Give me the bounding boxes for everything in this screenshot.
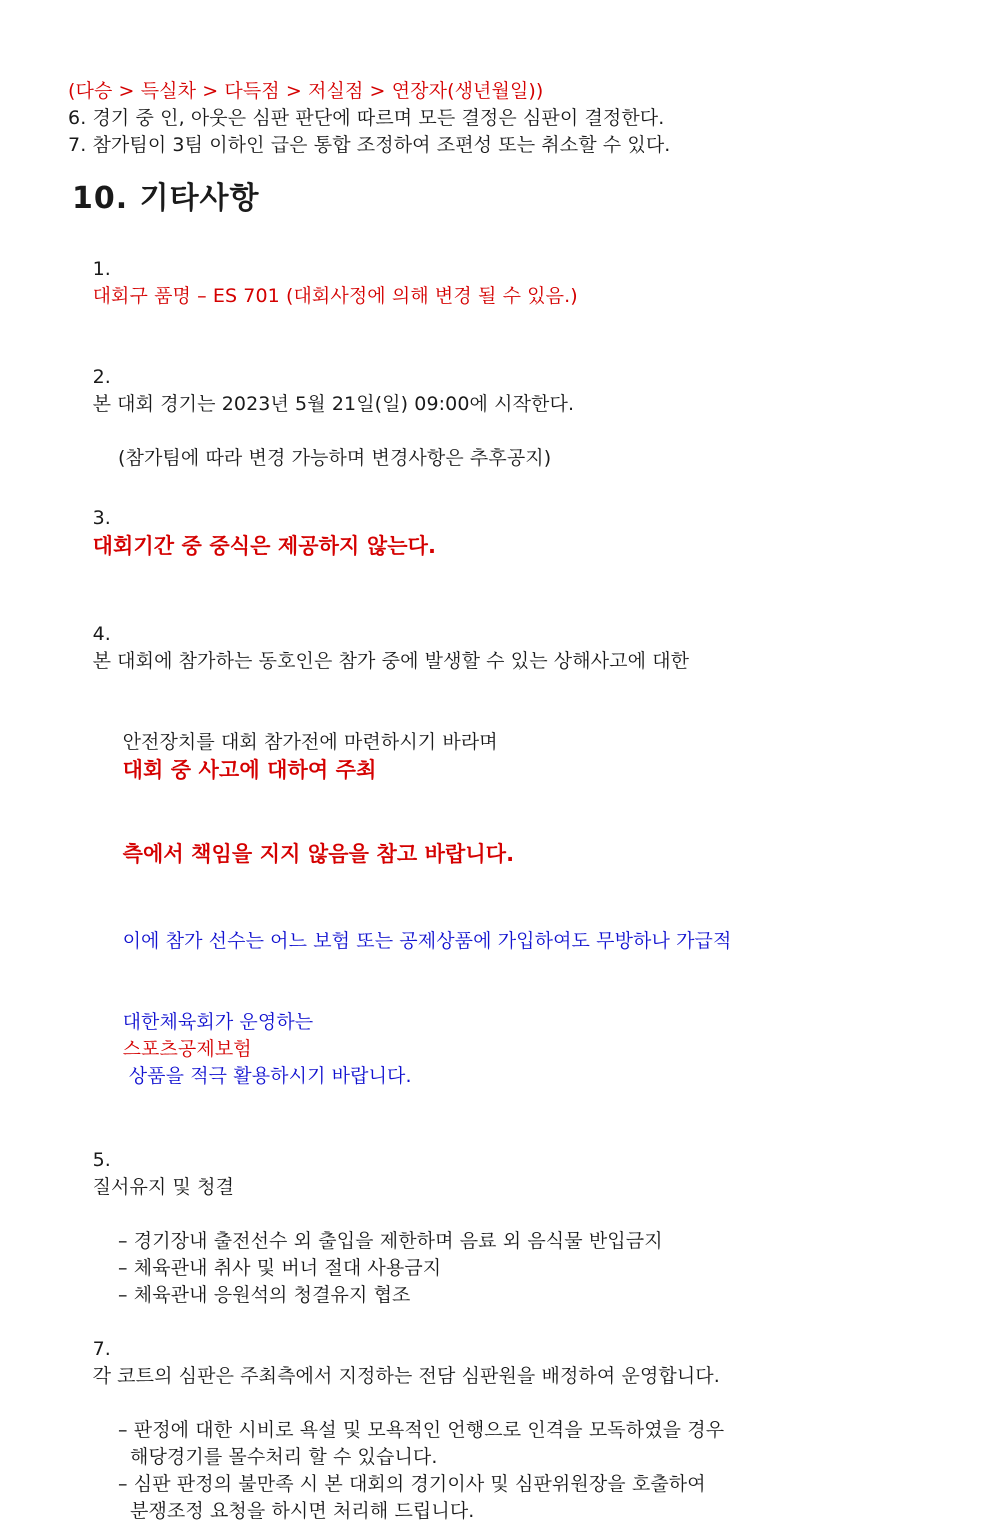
other-item-5 [68, 1120, 930, 1228]
other-item-4-cont-2a: 측에서 책임을 지지 않음을 참고 바랍니다. [122, 841, 515, 866]
rule-item-6: 6. 경기 중 인, 아웃은 심판 판단에 따르며 모든 결정은 심판이 결정한다. [68, 106, 665, 129]
other-item-4-cont-4b: 스포츠공제보험 [122, 1037, 252, 1060]
other-item-4-cont-1a: 안전장치를 대회 참가전에 마련하시기 바라며 [122, 731, 504, 754]
other-item-4 [68, 594, 930, 702]
other-item-2 [68, 337, 930, 445]
other-item-3-text: 대회기간 중 중식은 제공하지 않는다. [92, 533, 437, 558]
other-item-1-number: 1. [92, 257, 111, 280]
other-item-5-text: 질서유지 및 청결 [92, 1176, 235, 1199]
other-item-7-text: 각 코트의 심판은 주최측에서 지정하는 전담 심판원을 배정하여 운영합니다. [92, 1365, 720, 1388]
other-item-5-bullet-2: – 체육관내 취사 및 버너 절대 사용금지 [118, 1257, 442, 1280]
other-item-7-bullet-2: – 심판 판정의 불만족 시 본 대회의 경기이사 및 심판위원장을 호출하여 [118, 1473, 706, 1496]
section-heading-10: 10. 기타사항 [72, 180, 260, 216]
other-item-4-cont-3 [68, 901, 930, 982]
other-item-7-number: 7. [92, 1338, 111, 1361]
other-item-2-number: 2. [92, 365, 111, 388]
other-item-4-cont-1b: 대회 중 사고에 대하여 주최 [122, 758, 377, 783]
other-item-4-cont-4c: 상품을 적극 활용하시기 바랍니다. [122, 1064, 412, 1087]
rule-item-7: 7. 참가팀이 3팀 이하인 급은 통합 조정하여 조편성 또는 취소할 수 있다. [68, 133, 671, 156]
other-item-4-number: 4. [92, 623, 111, 646]
other-item-5-number: 5. [92, 1149, 111, 1172]
other-item-4-cont-4 [68, 982, 930, 1117]
other-item-5-bullet-3: – 체육관내 응원석의 청결유지 협조 [118, 1284, 411, 1307]
other-item-4-cont-1 [68, 702, 930, 813]
other-item-3 [68, 478, 930, 589]
other-item-1-text: 대회구 품명 – ES 701 (대회사정에 의해 변경 될 수 있음.) [92, 284, 578, 307]
other-item-5-bullet-1: – 경기장내 출전선수 외 출입을 제한하며 음료 외 음식물 반입금지 [118, 1230, 663, 1253]
other-item-7-bullet-1: – 판정에 대한 시비로 욕설 및 모욕적인 언행으로 인격을 모독하였을 경우 [118, 1419, 725, 1442]
other-item-4-text: 본 대회에 참가하는 동호인은 참가 중에 발생할 수 있는 상해사고에 대한 [92, 650, 690, 673]
other-item-7-bullet-2-cont: 분쟁조정 요청을 하시면 처리해 드립니다. [130, 1500, 475, 1522]
other-item-7 [68, 1309, 930, 1417]
tiebreak-note: (다승 > 득실차 > 다득점 > 저실점 > 연장자(생년월일)) [68, 80, 544, 102]
other-item-2-sub: (참가팀에 따라 변경 가능하며 변경사항은 추후공지) [118, 446, 552, 469]
other-item-7-bullet-1-cont: 해당경기를 몰수처리 할 수 있습니다. [130, 1446, 438, 1469]
other-item-4-cont-2 [68, 813, 930, 897]
other-item-1 [68, 229, 930, 337]
other-item-2-text: 본 대회 경기는 2023년 5월 21일(일) 09:00에 시작한다. [92, 392, 575, 415]
other-item-4-cont-4a: 대한체육회가 운영하는 [122, 1010, 320, 1033]
other-item-3-number: 3. [92, 506, 111, 529]
other-item-4-cont-3a: 이에 참가 선수는 어느 보험 또는 공제상품에 가입하여도 무방하나 가급적 [122, 929, 732, 952]
